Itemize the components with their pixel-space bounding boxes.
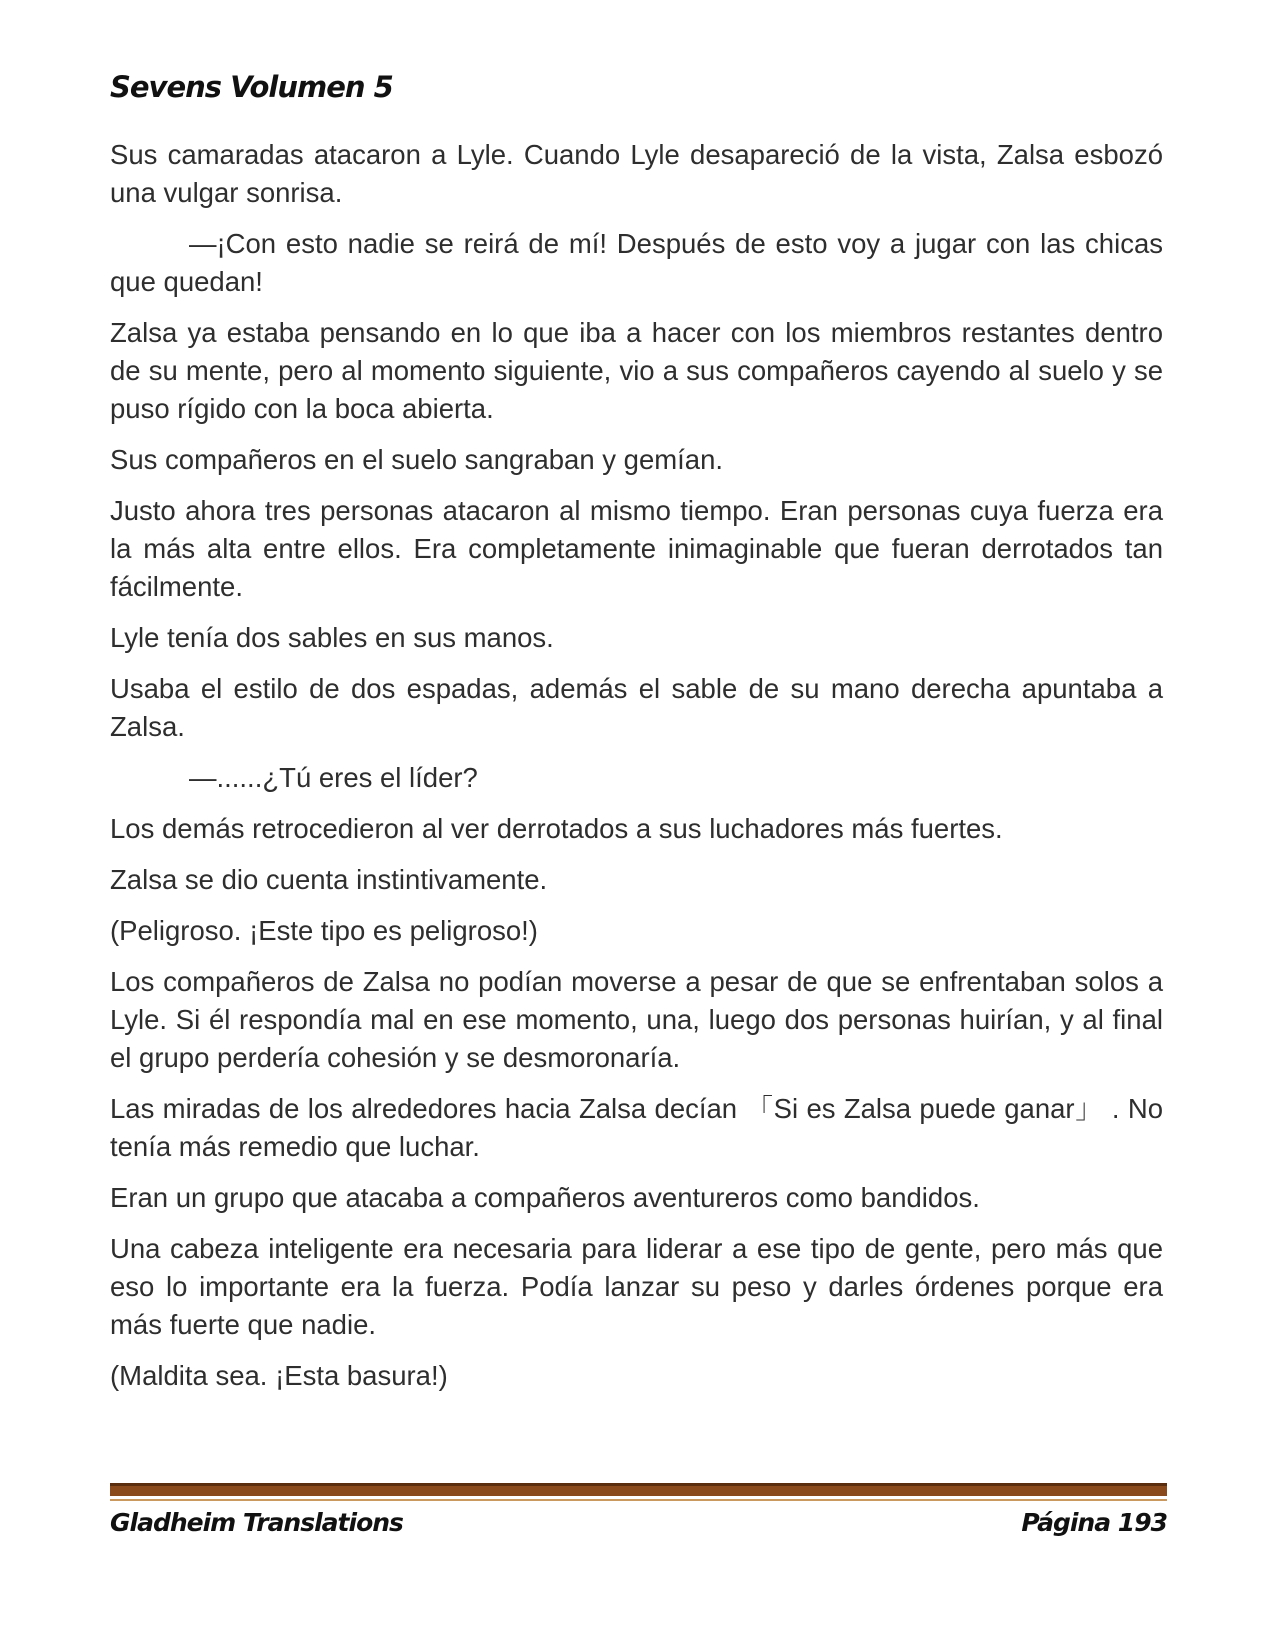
paragraph: Una cabeza inteligente era necesaria para liderar a ese tipo de gente, pero más que eso lo importante era la fuerza. Podía lanzar su peso y darles órdenes porque era más fuerte que nadie. xyxy=(110,1233,1163,1340)
paragraph: Zalsa se dio cuenta instintivamente. xyxy=(110,864,548,895)
paragraph: Lyle tenía dos sables en sus manos. xyxy=(110,622,554,653)
footer-translator-credit: Gladheim Translations xyxy=(110,1508,403,1537)
footer-text-row xyxy=(110,1508,1167,1537)
footer-rule-light-line xyxy=(110,1499,1167,1501)
paragraph: —¡Con esto nadie se reirá de mí! Después de esto voy a jugar con las chicas que quedan! xyxy=(110,228,1163,297)
page-footer xyxy=(110,1483,1167,1537)
paragraph: (Maldita sea. ¡Esta basura!) xyxy=(110,1360,448,1391)
footer-page-number: Página 193 xyxy=(1021,1508,1167,1537)
paragraph: Zalsa ya estaba pensando en lo que iba a hacer con los miembros restantes dentro de su mente, pero al momento siguiente, vio a sus compañeros cayendo al suelo y se puso rígido con la boca abierta. xyxy=(110,317,1163,424)
document-body xyxy=(110,136,1163,1408)
paragraph: Eran un grupo que atacaba a compañeros aventureros como bandidos. xyxy=(110,1182,980,1213)
paragraph: Usaba el estilo de dos espadas, además el sable de su mano derecha apuntaba a Zalsa. xyxy=(110,673,1163,742)
page-header xyxy=(110,70,1165,104)
paragraph: Justo ahora tres personas atacaron al mismo tiempo. Eran personas cuya fuerza era la más alta entre ellos. Era completamente inimaginable que fueran derrotados tan fácilmente. xyxy=(110,495,1163,602)
paragraph: Sus compañeros en el suelo sangraban y gemían. xyxy=(110,444,724,475)
paragraph: Los compañeros de Zalsa no podían moverse a pesar de que se enfrentaban solos a Lyle. Si él respondía mal en ese momento, una, luego dos personas huirían, y al final el grupo perdería cohesión y se desmoronaría. xyxy=(110,966,1163,1073)
paragraph: —......¿Tú eres el líder? xyxy=(189,762,478,793)
paragraph: (Peligroso. ¡Este tipo es peligroso!) xyxy=(110,915,538,946)
paragraph: Los demás retrocedieron al ver derrotados a sus luchadores más fuertes. xyxy=(110,813,1003,844)
header-title: Sevens Volumen 5 xyxy=(110,70,393,104)
footer-rule-main-line xyxy=(110,1486,1167,1496)
paragraph: Las miradas de los alrededores hacia Zalsa decían 「Si es Zalsa puede ganar」 . No tenía más remedio que luchar. xyxy=(110,1093,1163,1162)
paragraph: Sus camaradas atacaron a Lyle. Cuando Lyle desapareció de la vista, Zalsa esbozó una vulgar sonrisa. xyxy=(110,139,1163,208)
